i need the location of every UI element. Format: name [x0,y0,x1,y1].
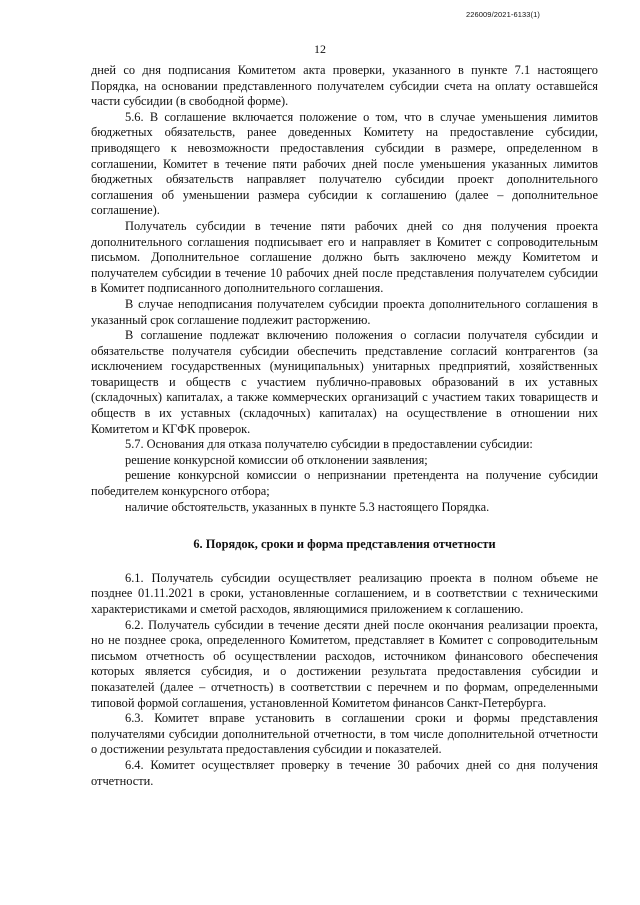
paragraph-continuation: дней со дня подписания Комитетом акта проверки, указанного в пункте 7.1 настоящего Порядка, на основании представленного получателем субсидии счета на оплату оставшейся части субсидии (в свободной форме). [91,63,598,109]
paragraph-6-2: 6.2. Получатель субсидии в течение десяти дней после окончания реализации проекта, но не позднее срока, определенного Комитетом, представляет в Комитет с сопроводительным письмом отчетность об осуществлении расходов, источником финансового обеспечения которых является субсидия, и о достижении результата предоставления субсидии и показателей (далее – отчетность) в соответствии с перечнем и по формам, определенными типовой формой соглашения, установленной Комитетом финансов Санкт-Петербурга. [91,617,598,710]
section-heading: 6. Порядок, сроки и форма представления отчетности [193,537,496,552]
paragraph-6-3: 6.3. Комитет вправе установить в соглашении сроки и формы представления получателями субсидии дополнительной отчетности, в том числе дополнительной отчетности о достижении результата предоставления субсидии и показателей. [91,711,598,757]
paragraph-6-1: 6.1. Получатель субсидии осуществляет реализацию проекта в полном объеме не позднее 01.11.2021 в сроки, установленные соглашением, и в соответствии с техническими характеристиками и сметой расходов, являющимися приложением к соглашению. [91,570,598,616]
paragraph-consent: В соглашение подлежат включению положения о согласии получателя субсидии и обязательстве получателя субсидии обеспечить представление согласий контрагентов (за исключением государственных (муниципальных) унитарных предприятий, хозяйственных товариществ и обществ с участием публично-правовых образований в их уставных (складочных) капиталах, а также коммерческих организаций с участием таких товариществ и обществ в их уставных (складочных) капиталах) на осуществление в отношении них Комитетом и КГФК проверок. [91,328,598,436]
paragraph-5-6: 5.6. В соглашение включается положение о том, что в случае уменьшения лимитов бюджетных обязательств, ранее доведенных Комитету на предоставление субсидии, приводящего к невозможности предоставления субсидии в размере, определенном в соглашении, Комитет в течение пяти рабочих дней после уменьшения указанных лимитов бюджетных обязательств направляет получателю субсидии проект дополнительного соглашения об уменьшении размера субсидии к соглашению (далее – дополнительное соглашение). [91,109,598,218]
page-number: 12 [314,42,326,56]
paragraph-non-signing: В случае неподписания получателем субсидии проекта дополнительного соглашения в указанный срок соглашение подлежит расторжению. [91,296,598,327]
document-id: 226009/2021-6133(1) [465,10,540,19]
paragraph-recipient-signing: Получатель субсидии в течение пяти рабочих дней со дня получения проекта дополнительного соглашения подписывает его и направляет в Комитет с сопроводительным письмом. Дополнительное соглашение должно быть заключено между Комитетом и получателем субсидии в течение 10 рабочих дней после представления получателем субсидии в Комитет подписанного дополнительного соглашения. [91,218,598,296]
paragraph-rejection: решение конкурсной комиссии об отклонении заявления; [125,452,428,467]
document-body [91,63,598,789]
paragraph-6-4: 6.4. Комитет осуществляет проверку в течение 30 рабочих дней со дня получения отчетности. [91,757,598,788]
paragraph-circumstances: наличие обстоятельств, указанных в пункте 5.3 настоящего Порядка. [125,499,490,514]
paragraph-5-7: 5.7. Основания для отказа получателю субсидии в предоставлении субсидии: [125,437,533,452]
paragraph-not-winner: решение конкурсной комиссии о непризнании претендента на получение субсидии победителем конкурсного отбора; [91,468,598,499]
